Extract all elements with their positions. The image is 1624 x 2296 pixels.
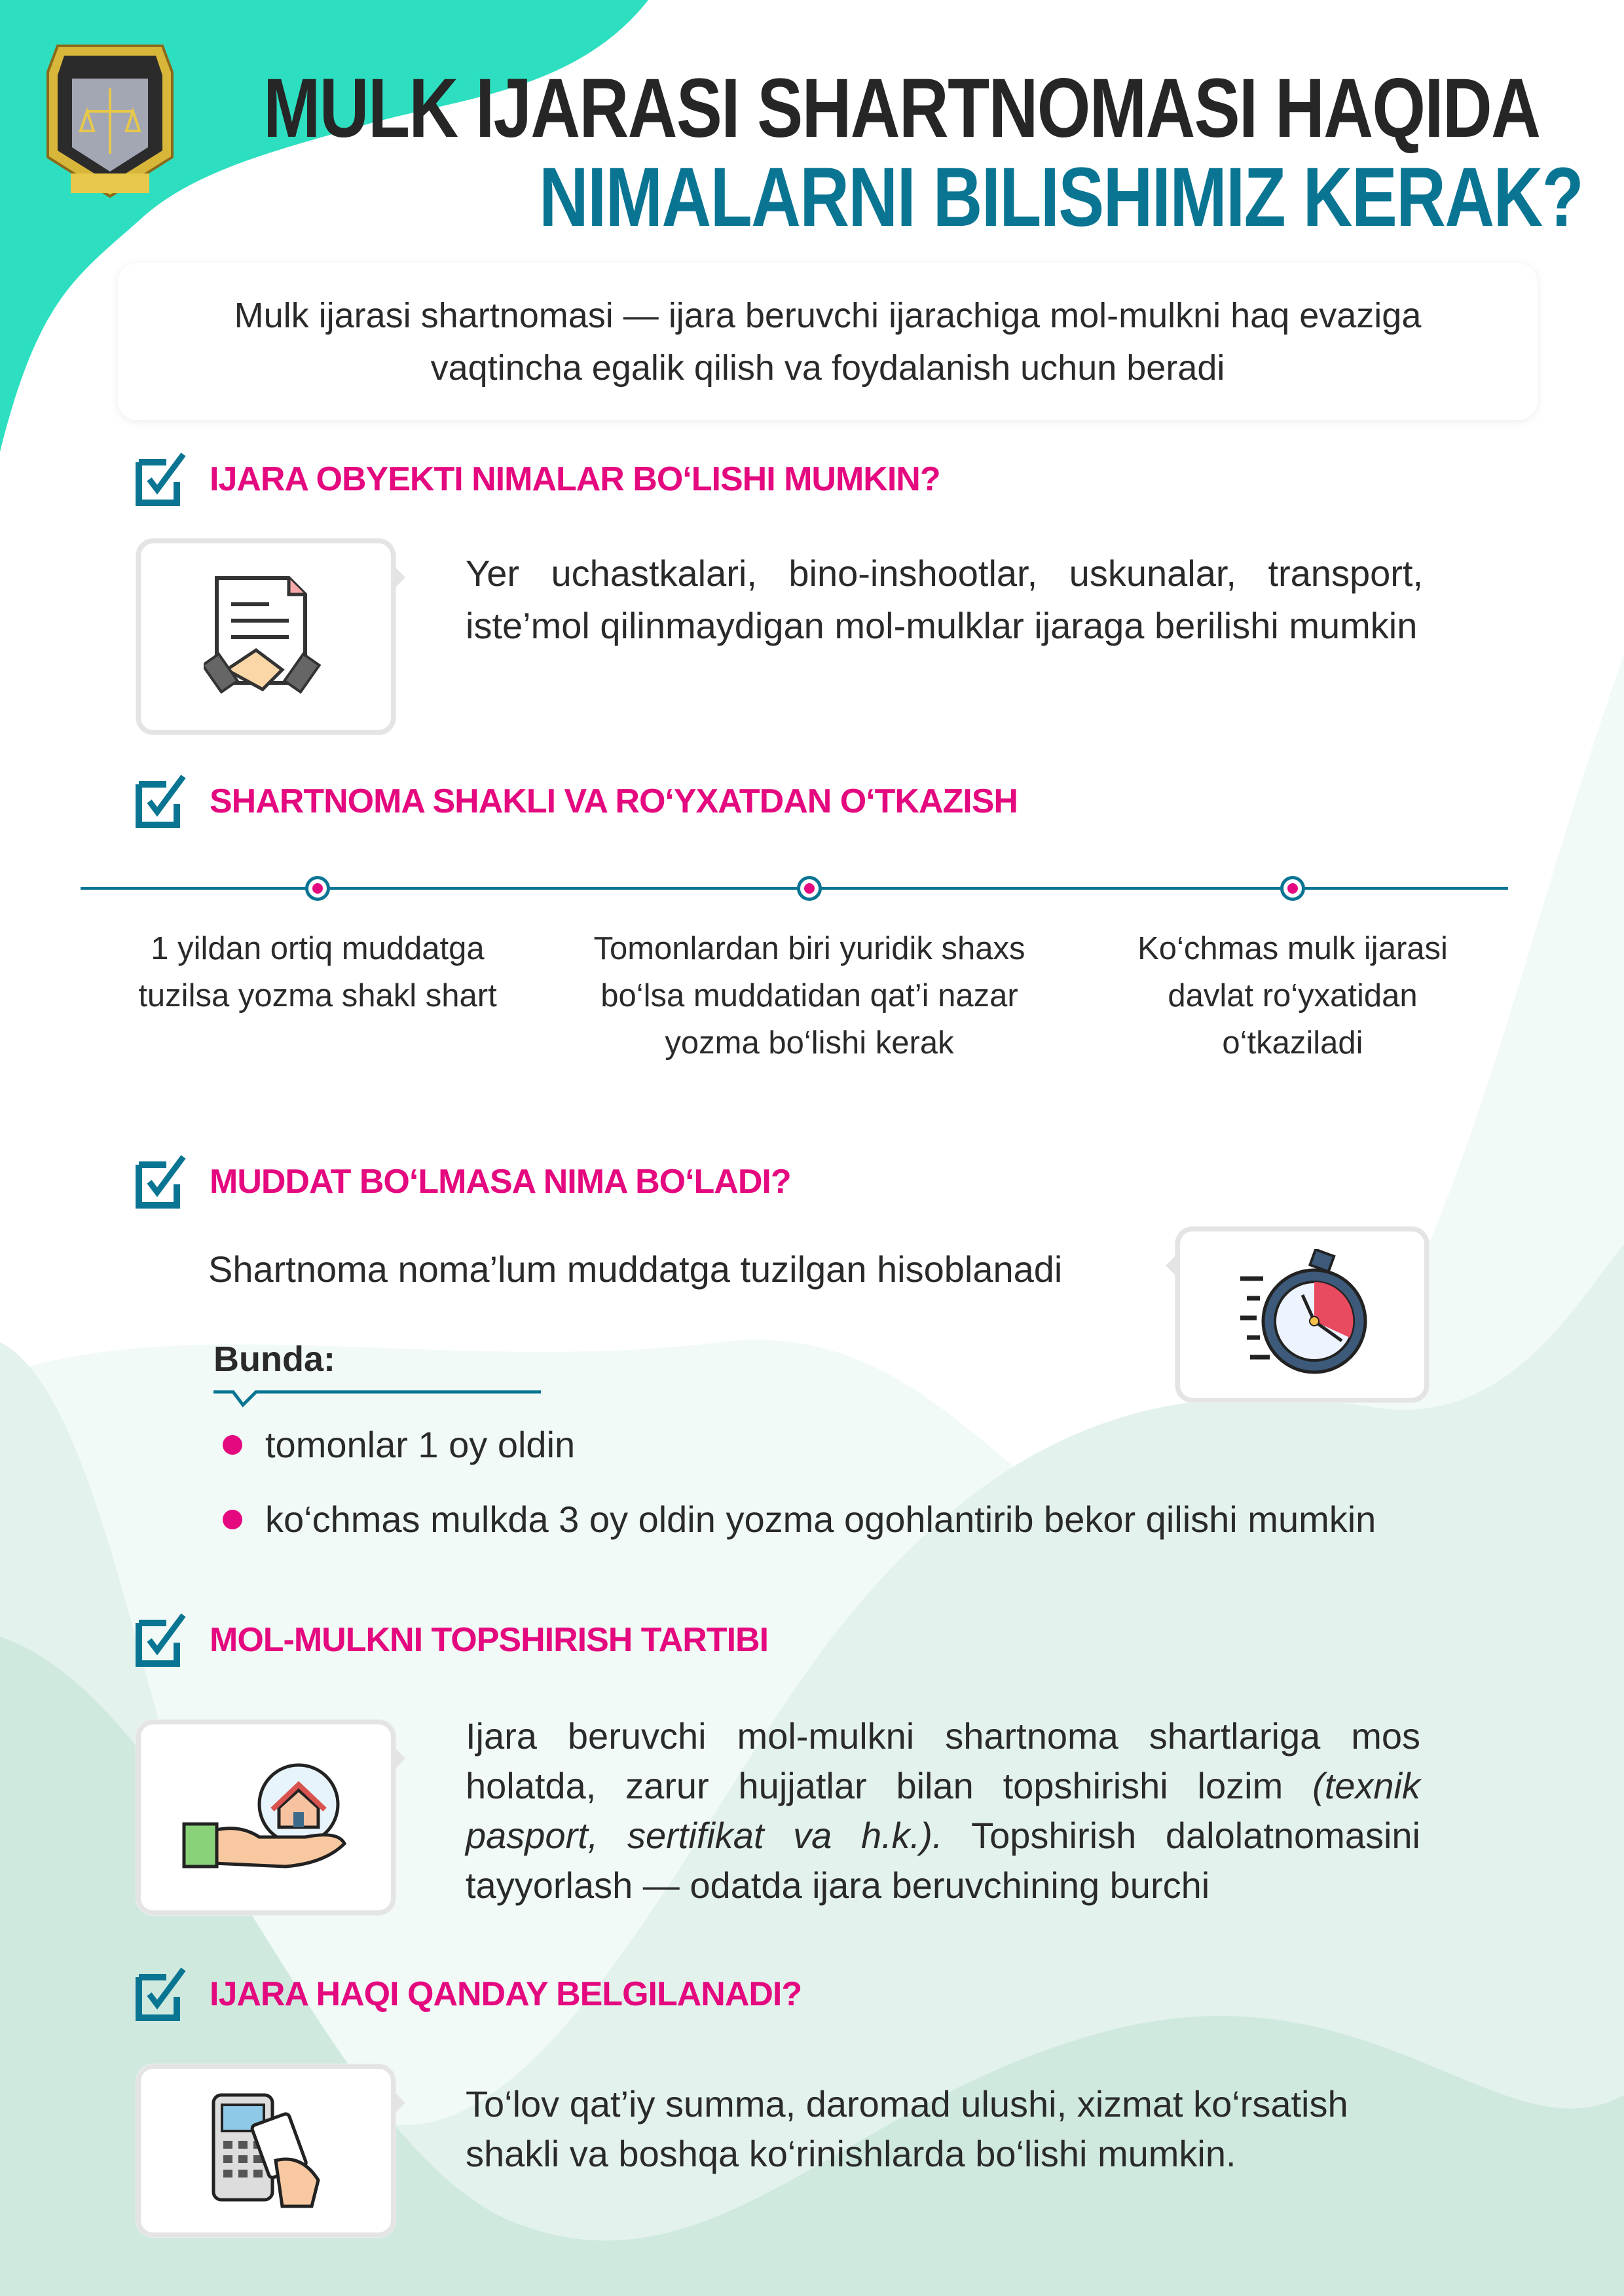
text-italic: (texnik pasport, sertifikat va h.k.).	[466, 1765, 1420, 1856]
payment-card	[136, 2064, 396, 2237]
bullet-item-2: ko‘chmas mulkda 3 oy oldin yozma ogohlantirib bekor qilishi mumkin	[265, 1499, 1376, 1540]
bullet-dot	[223, 1510, 242, 1529]
timeline-dot	[797, 876, 822, 901]
section-4-text	[466, 1711, 1420, 1910]
section-heading-text: MUDDAT BO‘LMASA NIMA BO‘LADI?	[210, 1163, 791, 1201]
section-1-text: Yer uchastkalari, bino-inshootlar, uskunalar, transport, iste’mol qilinmaydigan mol-mulklar ijaraga berilishi mumkin	[466, 553, 1423, 646]
section-heading-3	[135, 1154, 791, 1209]
section-heading-text: IJARA OBYEKTI NIMALAR BO‘LISHI MUMKIN?	[210, 460, 940, 498]
timeline-item-3: Ko‘chmas mulk ijarasi davlat ro‘yxatidan o‘tkaziladi	[1137, 931, 1448, 1061]
checkbox-icon	[135, 1154, 190, 1209]
section-heading-4	[135, 1613, 768, 1667]
payment-terminal-icon	[204, 2088, 328, 2213]
intro-box: Mulk ijarasi shartnomasi — ijara beruvchi ijarachiga mol-mulkni haq evaziga vaqtincha egalik qilish va foydalanish uchun beradi	[118, 263, 1538, 420]
bullet-dot	[223, 1435, 242, 1455]
stopwatch-icon	[1237, 1249, 1368, 1380]
hand-house-icon	[181, 1758, 351, 1876]
section-heading-1	[135, 452, 940, 507]
bullet-item-1: tomonlar 1 oy oldin	[265, 1424, 576, 1465]
title-line-2: NIMALARNI BILISHIMIZ KERAK?	[539, 151, 1583, 244]
section-heading-text: SHARTNOMA SHAKLI VA RO‘YXATDAN O‘TKAZISH	[210, 782, 1018, 820]
section-heading-text: IJARA HAQI QANDAY BELGILANADI?	[210, 1975, 802, 2013]
timeline-item-2: Tomonlardan biri yuridik shaxs bo‘lsa muddatidan qat’i nazar yozma bo‘lishi kerak	[593, 931, 1025, 1061]
checkbox-icon	[135, 774, 190, 829]
section-heading-5	[135, 1967, 802, 2022]
checkbox-icon	[135, 452, 190, 507]
contract-handshake-icon	[204, 572, 328, 702]
timeline-dot	[1280, 876, 1305, 901]
stopwatch-card	[1175, 1227, 1429, 1402]
section-heading-2	[135, 774, 1018, 829]
checkbox-icon	[135, 1967, 190, 2022]
timeline-item-1: 1 yildan ortiq muddatga tuzilsa yozma shakl shart	[138, 931, 497, 1013]
ministry-logo	[31, 33, 189, 210]
handover-card	[136, 1720, 396, 1915]
checkbox-icon	[135, 1613, 190, 1667]
section-heading-text: MOL-MULKNI TOPSHIRISH TARTIBI	[210, 1621, 769, 1659]
section-3-text: Shartnoma noma’lum muddatga tuzilgan hisoblanadi	[208, 1248, 1063, 1290]
contract-card	[136, 539, 396, 735]
timeline-dot	[305, 876, 330, 901]
bunda-label: Bunda:	[213, 1339, 335, 1379]
section-5-text: To‘lov qat’iy summa, daromad ulushi, xizmat ko‘rsatish shakli va boshqa ko‘rinishlarda bo‘lishi mumkin.	[466, 2083, 1348, 2174]
text-part: Topshirish dalolatnomasini tayyorlash — odatda ijara beruvchining burchi	[466, 1815, 1421, 1906]
text-part: Ijara beruvchi mol-mulkni shartnoma shartlariga mos holatda, zarur hujjatlar bilan topshirishi lozim	[466, 1715, 1420, 1806]
underline-decoration	[213, 1389, 541, 1409]
title-line-1: MULK IJARASI SHARTNOMASI HAQIDA	[263, 62, 1540, 155]
